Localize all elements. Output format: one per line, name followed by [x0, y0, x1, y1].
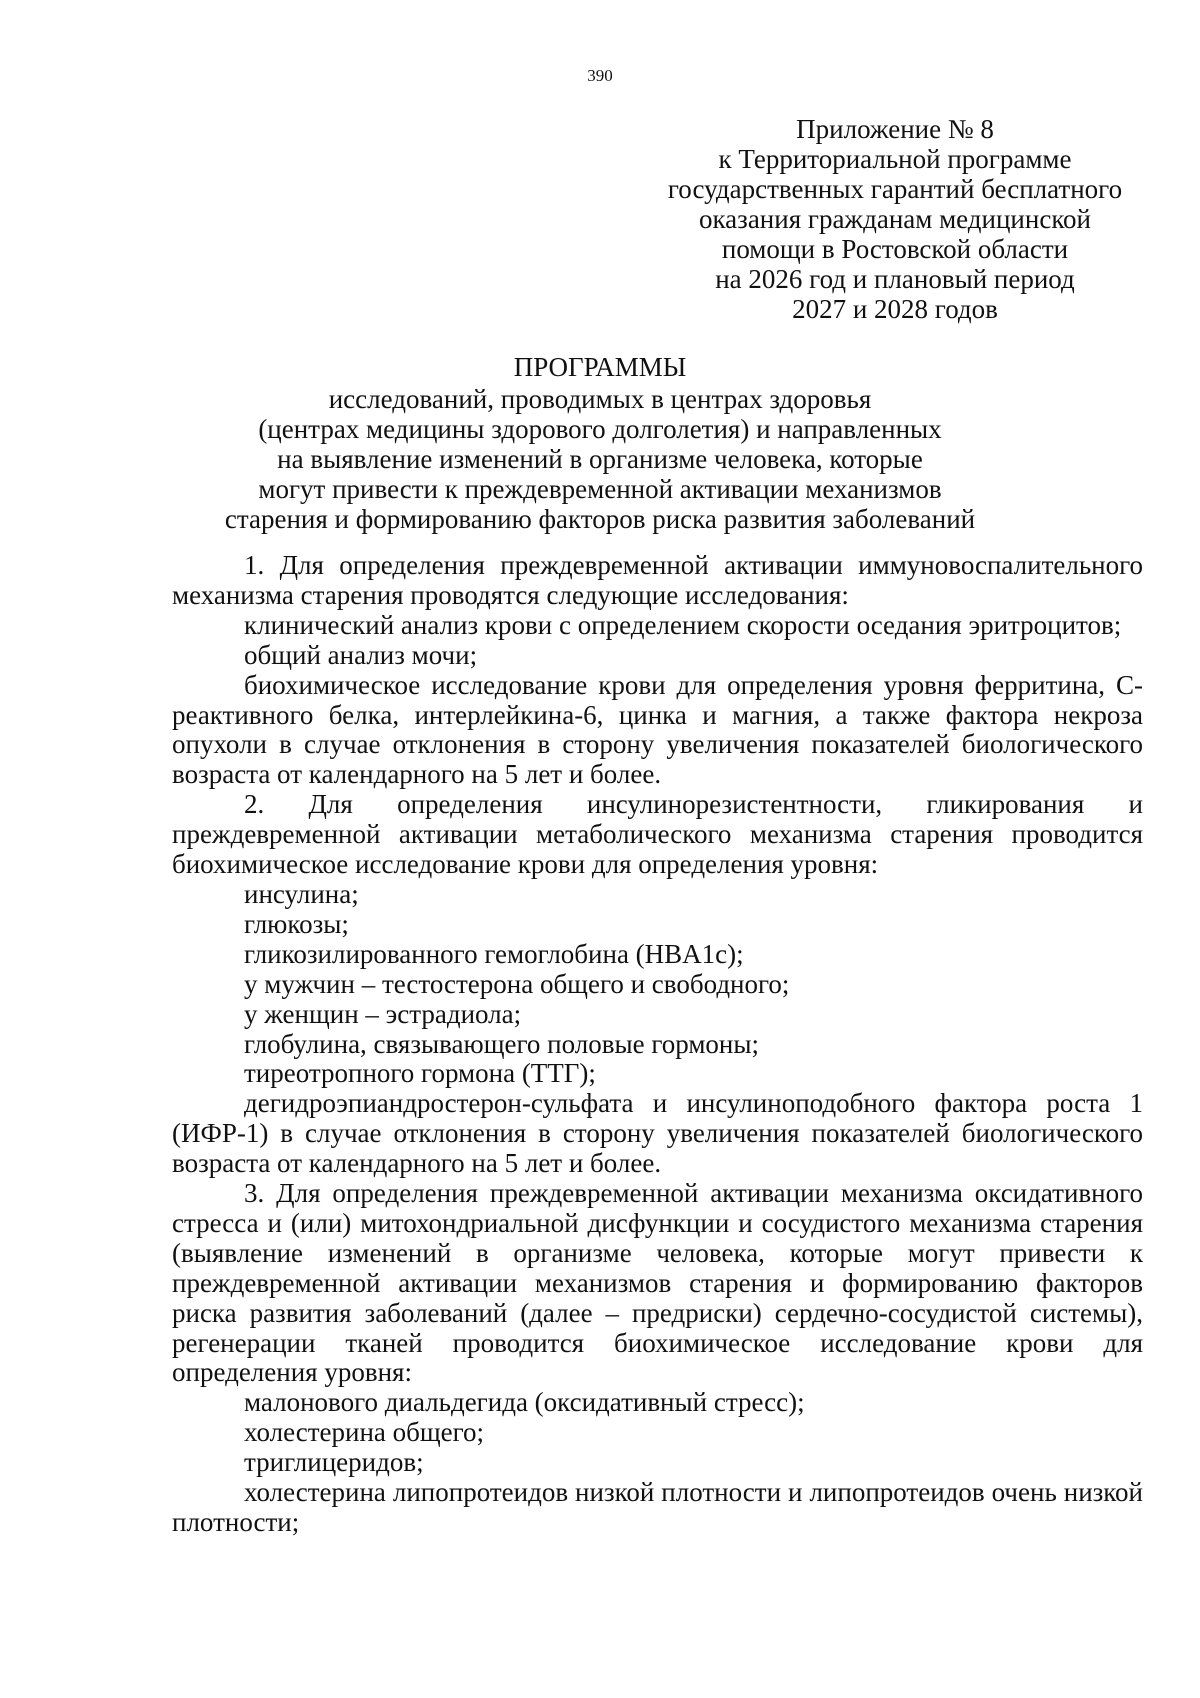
document-title-block — [0, 352, 1200, 534]
paragraph: холестерина липопротеидов низкой плотности и липопротеидов очень низкой плотности; — [172, 1477, 1143, 1537]
list-item: тиреотропного гормона (ТТГ); — [244, 1058, 596, 1089]
list-item: глобулина, связывающего половые гормоны; — [244, 1028, 759, 1059]
appendix-line: государственных гарантий бесплатного — [667, 174, 1123, 204]
document-body — [172, 551, 1143, 1538]
appendix-line: на 2026 год и плановый период — [715, 264, 1075, 294]
paragraph: 2. Для определения инсулинорезистентности, гликирования и преждевременной активации метаболического механизма старения проводится биохимическое исследование крови для определения уровня: — [172, 789, 1143, 880]
paragraph: дегидроэпиандростерон-сульфата и инсулиноподобного фактора роста 1 (ИФР-1) в случае отклонения в сторону увеличения показателей биологического возраста от календарного на 5 лет и более. — [172, 1088, 1143, 1179]
list-item: инсулина; — [244, 878, 359, 909]
paragraph: общий анализ мочи; — [244, 639, 478, 670]
paragraph: биохимическое исследование крови для определения уровня ферритина, С-реактивного белка, интерлейкина-6, цинка и магния, а также фактора некроза опухоли в случае отклонения в сторону увеличения показателей биологического возраста от календарного на 5 лет и более. — [172, 669, 1143, 790]
paragraph: 1. Для определения преждевременной активации иммуновоспалительного механизма старения проводятся следующие исследования: — [172, 550, 1143, 610]
list-item: у мужчин – тестостерона общего и свободного; — [244, 968, 790, 999]
page-number: 390 — [587, 66, 613, 85]
subtitle-line: могут привести к преждевременной активации механизмов — [258, 474, 942, 504]
appendix-line: к Территориальной программе — [718, 144, 1072, 174]
paragraph: 3. Для определения преждевременной активации механизма оксидативного стресса и (или) митохондриальной дисфункции и сосудистого механизма старения (выявление изменений в организме человека, которые могут привести к преждевременной активации механизмов старения и формированию факторов риска развития заболеваний (далее – предриски) сердечно-сосудистой системы), регенерации тканей проводится биохимическое исследование крови для определения уровня: — [172, 1178, 1143, 1388]
appendix-header — [655, 114, 1135, 324]
subtitle-line: исследований, проводимых в центрах здоровья — [328, 384, 872, 414]
appendix-line: Приложение № 8 — [796, 114, 994, 144]
list-item: холестерина общего; — [244, 1417, 485, 1448]
list-item: гликозилированного гемоглобина (HBA1c); — [244, 938, 744, 969]
subtitle-line: на выявление изменений в организме человека, которые — [277, 444, 923, 474]
subtitle-line: старения и формированию факторов риска развития заболеваний — [224, 504, 976, 534]
list-item: у женщин – эстрадиола; — [244, 998, 522, 1029]
document-title: ПРОГРАММЫ — [513, 352, 687, 382]
list-item: триглицеридов; — [244, 1447, 424, 1478]
subtitle-line: (центрах медицины здорового долголетия) и направленных — [258, 414, 942, 444]
paragraph: клинический анализ крови с определением скорости оседания эритроцитов; — [244, 609, 1122, 640]
list-item: малонового диальдегида (оксидативный стресс); — [244, 1387, 805, 1418]
appendix-line: помощи в Ростовской области — [721, 234, 1069, 264]
list-item: глюкозы; — [244, 908, 349, 939]
appendix-line: 2027 и 2028 годов — [792, 294, 998, 324]
appendix-line: оказания гражданам медицинской — [698, 204, 1092, 234]
